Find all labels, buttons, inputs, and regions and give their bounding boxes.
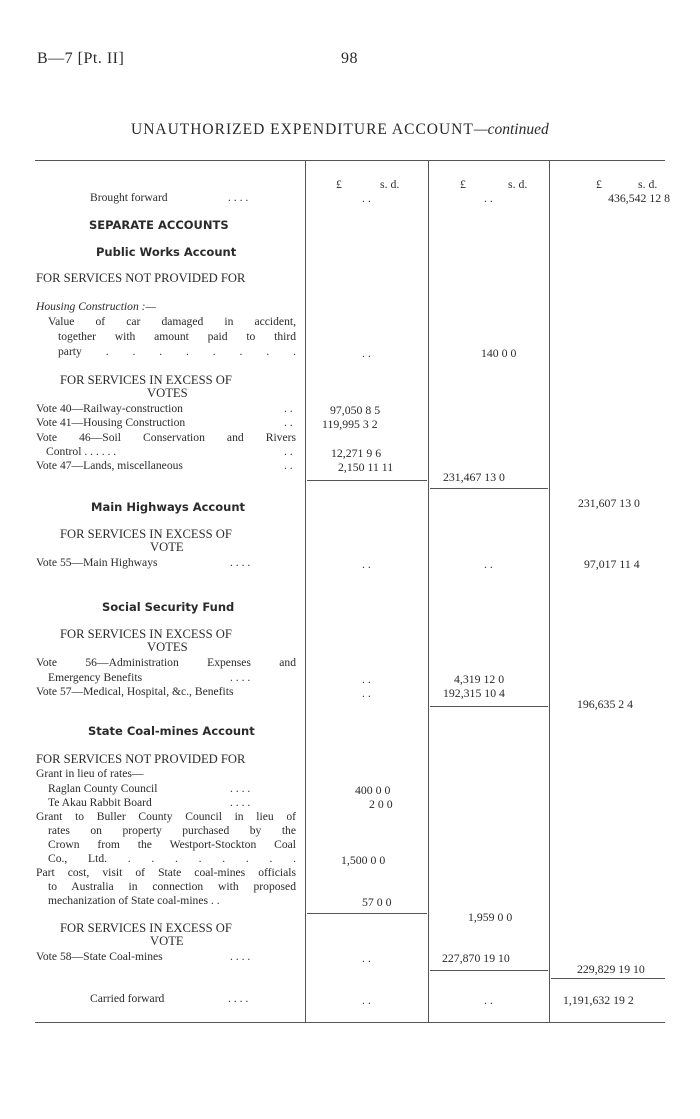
public-works-total: 231,607 13 0 xyxy=(578,496,640,510)
column-divider-2 xyxy=(428,160,429,1022)
vote-56-col1: . . xyxy=(362,672,371,686)
vote-41-amount: 119,995 3 2 xyxy=(322,417,378,431)
state-coal-excess-line1: FOR SERVICES IN EXCESS OF xyxy=(60,921,232,935)
vote-58-col2: 227,870 19 10 xyxy=(442,951,510,965)
col1-pound-header: £ xyxy=(336,177,342,191)
vote-58-col1: . . xyxy=(362,951,371,965)
vote-56-line2: Emergency Benefits xyxy=(48,671,143,684)
table-bottom-rule xyxy=(35,1022,665,1023)
vote-58-label: Vote 58—State Coal-mines xyxy=(36,950,163,963)
buller-amount: 1,500 0 0 xyxy=(341,853,386,867)
social-security-total: 196,635 2 4 xyxy=(577,697,634,711)
col1-sd-header: s. d. xyxy=(380,177,400,191)
car-damage-line-1: Value of car damaged in accident, xyxy=(48,315,296,328)
vote-41-label: Vote 41—Housing Construction xyxy=(36,416,186,429)
public-works-excess-line1: FOR SERVICES IN EXCESS OF xyxy=(60,373,232,387)
column-divider-3 xyxy=(549,160,550,1022)
carried-forward-leader: . . . . xyxy=(228,992,249,1005)
vote-55-label: Vote 55—Main Highways xyxy=(36,556,158,569)
col2-sd-header: s. d. xyxy=(508,177,528,191)
buller-line-3: Crown from the Westport-Stockton Coal xyxy=(48,838,296,851)
vote-46-control: Control . . . . . . xyxy=(46,445,117,458)
vote-56-col2: 4,319 12 0 xyxy=(454,672,505,686)
brought-forward-col2: . . xyxy=(484,191,493,205)
public-works-not-provided: FOR SERVICES NOT PROVIDED FOR xyxy=(36,271,246,285)
column-divider-1 xyxy=(305,160,306,1022)
vote-47-label: Vote 47—Lands, miscellaneous xyxy=(36,459,183,472)
visit-line-1: Part cost, visit of State coal-mines officials xyxy=(36,866,296,879)
housing-construction-label: Housing Construction :— xyxy=(36,300,156,313)
visit-line-3: mechanization of State coal-mines . . xyxy=(48,894,220,907)
vote-55-col3: 97,017 11 4 xyxy=(584,557,640,571)
col3-sd-header: s. d. xyxy=(638,177,658,191)
car-damage-col2: 140 0 0 xyxy=(481,346,517,360)
social-security-heading: Social Security Fund xyxy=(102,600,235,614)
carried-forward-col3: 1,191,632 19 2 xyxy=(563,993,634,1007)
teakau-amount: 2 0 0 xyxy=(369,797,393,811)
brought-forward-leader: . . . . xyxy=(228,191,249,204)
vote-46-dots: . . xyxy=(284,445,293,458)
carried-forward-col2: . . xyxy=(484,993,493,1007)
subtotal-rule-col2-social xyxy=(430,706,548,707)
brought-forward-col3: 436,542 12 8 xyxy=(608,191,670,205)
separate-accounts-heading: SEPARATE ACCOUNTS xyxy=(89,218,229,232)
state-coal-not-provided: FOR SERVICES NOT PROVIDED FOR xyxy=(36,752,246,766)
page-title xyxy=(131,121,549,139)
vote-55-dots: . . . . xyxy=(230,556,251,569)
page-number: 98 xyxy=(341,50,358,67)
title-main: UNAUTHORIZED EXPENDITURE ACCOUNT xyxy=(131,121,474,138)
vote-57-label: Vote 57—Medical, Hospital, &c., Benefits xyxy=(36,685,234,698)
brought-forward-label: Brought forward xyxy=(90,191,168,204)
car-damage-col1: . . xyxy=(362,346,371,360)
raglan-amount: 400 0 0 xyxy=(355,783,391,797)
vote-58-dots: . . . . xyxy=(230,950,251,963)
visit-line-2: to Australia in connection with proposed xyxy=(48,880,296,893)
vote-56-line1: Vote 56—Administration Expenses and xyxy=(36,656,296,669)
car-damage-line-3: party . . . . . . . . xyxy=(58,345,296,358)
buller-line-4: Co., Ltd. . . . . . . . . xyxy=(48,852,296,865)
public-works-heading: Public Works Account xyxy=(96,245,237,259)
visit-amount: 57 0 0 xyxy=(362,895,392,909)
main-highways-heading: Main Highways Account xyxy=(91,500,246,514)
report-reference: B—7 [Pt. II] xyxy=(37,50,125,67)
vote-57-col1: . . xyxy=(362,686,371,700)
state-coal-heading: State Coal-mines Account xyxy=(88,724,255,738)
state-coal-excess-line2: VOTE xyxy=(150,934,184,948)
vote-40-label: Vote 40—Railway-construction xyxy=(36,402,183,415)
carried-forward-col1: . . xyxy=(362,993,371,1007)
raglan-label: Raglan County Council xyxy=(48,782,158,795)
vote-55-col2: . . xyxy=(484,557,493,571)
car-damage-line-2: together with amount paid to third xyxy=(58,330,296,343)
teakau-label: Te Akau Rabbit Board xyxy=(48,796,152,809)
col3-pound-header: £ xyxy=(596,177,602,191)
grant-rates-label: Grant in lieu of rates— xyxy=(36,767,144,780)
main-highways-excess-line1: FOR SERVICES IN EXCESS OF xyxy=(60,527,232,541)
subtotal-rule-col2-coal xyxy=(430,970,548,971)
vote-57-col2: 192,315 10 4 xyxy=(443,686,505,700)
main-highways-excess-line2: VOTE xyxy=(150,540,184,554)
buller-line-2: rates on property purchased by the xyxy=(48,824,296,837)
teakau-dots: . . . . xyxy=(230,796,251,809)
social-security-excess-line1: FOR SERVICES IN EXCESS OF xyxy=(60,627,232,641)
col2-pound-header: £ xyxy=(460,177,466,191)
vote-55-col1: . . xyxy=(362,557,371,571)
state-coal-subtotal: 1,959 0 0 xyxy=(468,910,513,924)
raglan-dots: . . . . xyxy=(230,782,251,795)
vote-46-label: Vote 46—Soil Conservation and Rivers xyxy=(36,431,296,444)
table-top-rule xyxy=(35,160,665,161)
vote-56-dots: . . . . xyxy=(230,671,251,684)
buller-line-1: Grant to Buller County Council in lieu of xyxy=(36,810,296,823)
vote-46-amount: 12,271 9 6 xyxy=(331,446,382,460)
state-coal-total: 229,829 19 10 xyxy=(577,962,645,976)
vote-41-dots: . . xyxy=(284,416,293,429)
carried-forward-label: Carried forward xyxy=(90,992,165,1005)
vote-47-dots: . . xyxy=(284,459,293,472)
vote-40-amount: 97,050 8 5 xyxy=(330,403,381,417)
vote-40-dots: . . xyxy=(284,402,293,415)
public-works-excess-line2: VOTES xyxy=(147,386,188,400)
vote-47-amount: 2,150 11 11 xyxy=(338,460,394,474)
public-works-subtotal: 231,467 13 0 xyxy=(443,470,505,484)
brought-forward-col1: . . xyxy=(362,191,371,205)
subtotal-rule-col1-public-works xyxy=(307,480,427,481)
subtotal-rule-col3-coal xyxy=(551,978,665,979)
social-security-excess-line2: VOTES xyxy=(147,640,188,654)
subtotal-rule-col2-public-works xyxy=(430,488,548,489)
subtotal-rule-col1-coal xyxy=(307,913,427,914)
title-continued: —continued xyxy=(473,121,549,138)
